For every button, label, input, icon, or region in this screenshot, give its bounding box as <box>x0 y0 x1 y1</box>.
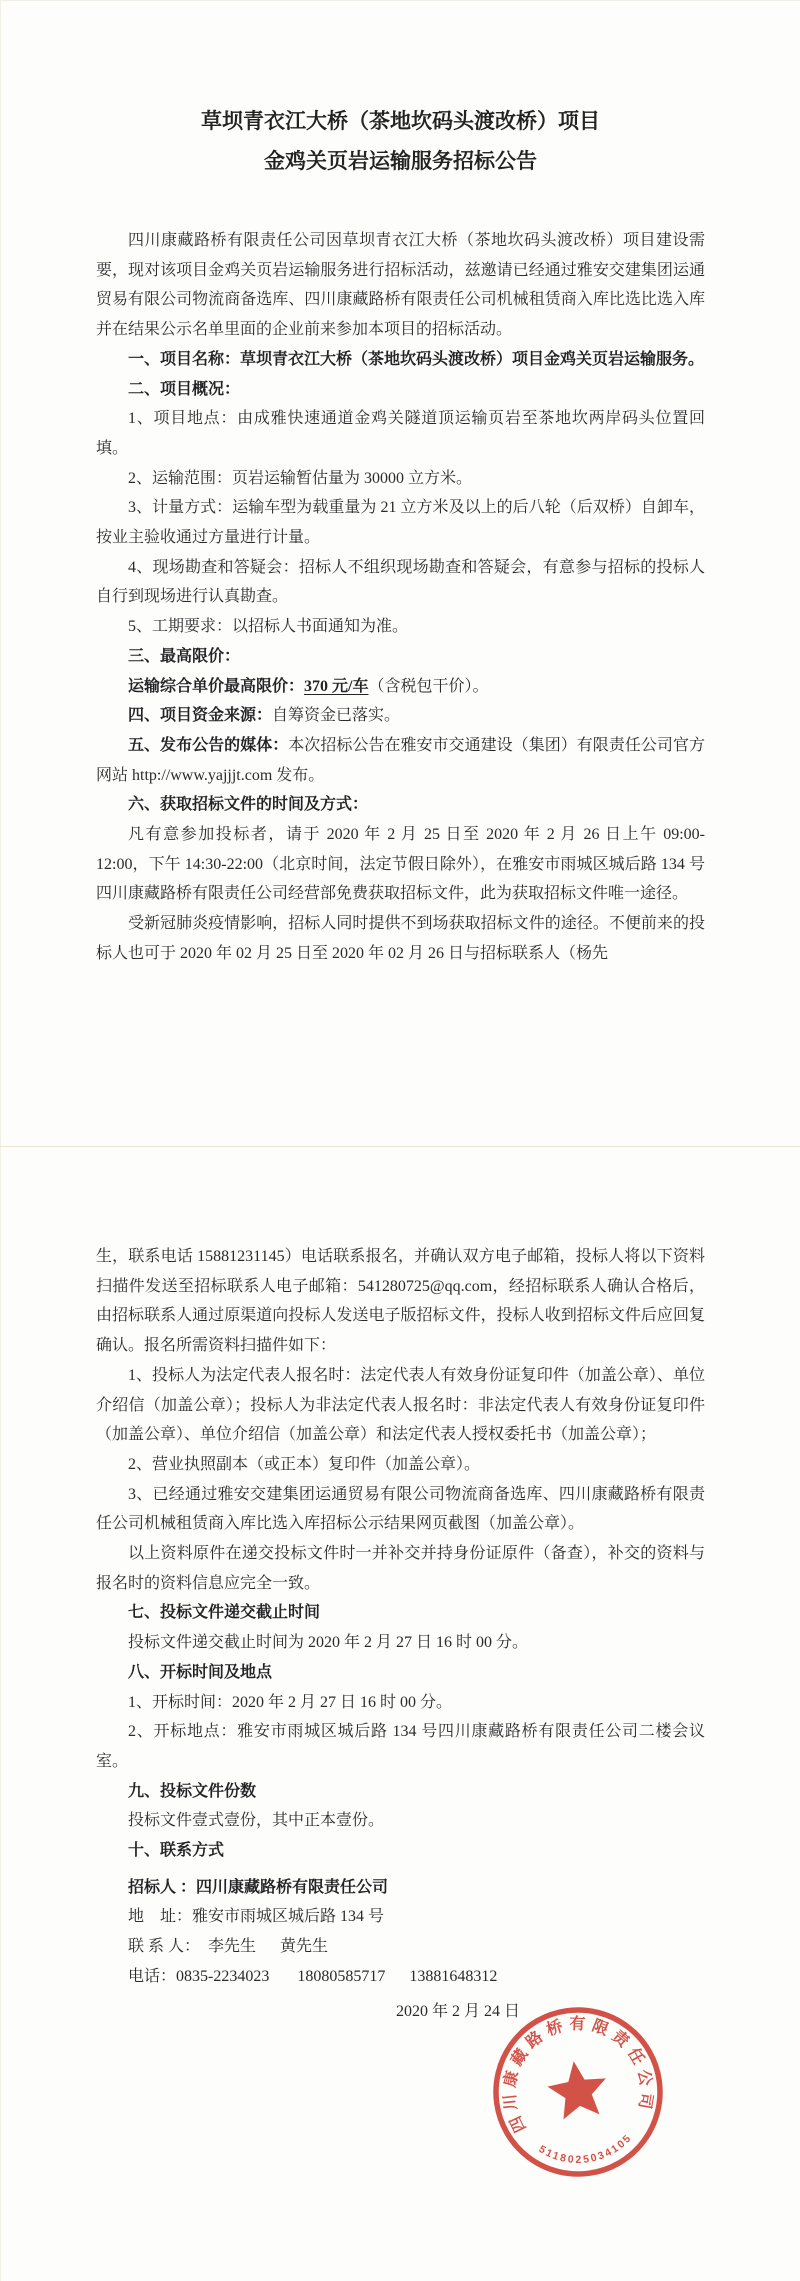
section-8-item-1: 1、开标时间：2020 年 2 月 27 日 16 时 00 分。 <box>128 1693 453 1711</box>
doc-title-line2: 金鸡关页岩运输服务招标公告 <box>264 149 537 173</box>
page-2 <box>0 1147 800 2281</box>
section-4-line <box>96 701 705 731</box>
bidder-line: 招标人 ：四川康藏路桥有限责任公司 <box>128 1878 389 1896</box>
section-2-item-3: 3、计量方式：运输车型为载重量为 21 立方米及以上的后八轮（后双桥）自卸车，按业主验收通过方量进行计量。 <box>96 499 705 547</box>
registration-note: 以上资料原件在递交投标文件时一并补交并持身份证原件（备查），补交的资料与报名时的资料信息应完全一致。 <box>96 1545 705 1592</box>
registration-item-1: 1、投标人为法定代表人报名时：法定代表人有效身份证复印件（加盖公章）、单位介绍信（加盖公章）；投标人为非法定代表人报名时：非法定代表人有效身份证复印件（加盖公章）、单位介绍信（加盖公章）和法定代表人授权委托书（加盖公章）； <box>96 1366 705 1444</box>
section-9-heading: 九、投标文件份数 <box>128 1782 257 1800</box>
section-4-text: 自筹资金已落实。 <box>272 707 401 725</box>
section-5-heading: 五、发布公告的媒体： <box>128 736 289 754</box>
section-5-line <box>96 731 705 790</box>
section-8-item-2: 2、开标地点：雅安市雨城区城后路 134 号四川康藏路桥有限责任公司二楼会议室。 <box>96 1723 705 1770</box>
section-8-heading: 八、开标时间及地点 <box>128 1663 273 1681</box>
section-6-paragraph-1: 凡有意参加投标者，请于 2020 年 2 月 25 日至 2020 年 2 月 26 日上午 09:00-12:00，下午 14:30-22:00（北京时间，法定节假日除外），在雅安市雨城区城后路 134 号四川康藏路桥有限责任公司经营部免费获取招标文件，此为获取招标文件唯一途径。 <box>96 826 705 903</box>
contact-block <box>96 1873 705 2027</box>
price-value: 370 元/车 <box>304 677 369 695</box>
price-suffix: （含税包干价）。 <box>368 677 489 695</box>
registration-item-3: 3、已经通过雅安交建集团运通贸易有限公司物流商备选库、四川康藏路桥有限责任公司机械租赁商入库比选入库招标公示结果网页截图（加盖公章）。 <box>96 1485 705 1533</box>
section-2-item-4: 4、现场勘查和答疑会：招标人不组织现场勘查和答疑会，有意参与招标的投标人自行到现场进行认真勘查。 <box>96 558 705 606</box>
section-2-item-5: 5、工期要求：以招标人书面通知为准。 <box>128 618 409 636</box>
seal-company-text: 四川康藏路桥有限责任公司 <box>501 2015 655 2135</box>
section-6-paragraph-2: 受新冠肺炎疫情影响，招标人同时提供不到场获取招标文件的途径。不便前来的投标人也可于 2020 年 02 月 25 日至 2020 年 02 月 26 日与招标联系人（杨先 <box>96 915 705 962</box>
section-3-price-line <box>96 672 705 702</box>
price-label: 运输综合单价最高限价： <box>128 677 305 695</box>
section-1-project-name: 一、项目名称：草坝青衣江大桥（茶地坎码头渡改桥）项目金鸡关页岩运输服务。 <box>128 350 705 368</box>
phones-line: 电话：0835-2234023 18080585717 13881648312 <box>128 1967 498 1985</box>
section-7-heading: 七、投标文件递交截止时间 <box>128 1604 321 1622</box>
intro-paragraph: 四川康藏路桥有限责任公司因草坝青衣江大桥（茶地坎码头渡改桥）项目建设需要，现对该项目金鸡关页岩运输服务进行招标活动，兹邀请已经通过雅安交建集团运通贸易有限公司物流商备选库、四川康藏路桥有限责任公司机械租赁商入库比选比选入库并在结果公示名单里面的企业前来参加本项目的招标活动。 <box>96 232 705 339</box>
address-line: 地 址：雅安市雨城区城后路 134 号 <box>128 1908 385 1926</box>
section-4-heading: 四、项目资金来源： <box>128 707 273 725</box>
section-3-heading: 三、最高限价： <box>128 647 241 665</box>
section-9-text: 投标文件壹式壹份，其中正本壹份。 <box>128 1812 385 1830</box>
contacts-line: 联 系 人： 李先生 黄先生 <box>128 1938 329 1956</box>
seal-number: 5118025034105 <box>536 2131 635 2167</box>
section-2-item-2: 2、运输范围：页岩运输暂估量为 30000 立方米。 <box>128 469 473 487</box>
section-2-item-1: 1、项目地点：由成雅快速通道金鸡关隧道顶运输页岩至茶地坎两岸码头位置回填。 <box>96 410 705 457</box>
section-2-heading: 二、项目概况： <box>128 380 241 398</box>
section-6-heading: 六、获取招标文件的时间及方式： <box>128 796 369 814</box>
section-5-text: 本次招标公告在雅安市交通建设（集团）有限责任公司官方网站 http://www.yajjjt.com 发布。 <box>96 736 705 784</box>
section-7-text: 投标文件递交截止时间为 2020 年 2 月 27 日 16 时 00 分。 <box>128 1634 529 1652</box>
doc-title <box>96 101 705 181</box>
section-6-paragraph-2-continued: 生，联系电话 15881231145）电话联系报名，并确认双方电子邮箱，投标人将以下资料扫描件发送至招标联系人电子邮箱：541280725@qq.com，经招标联系人确认合格后，由招标联系人通过原渠道向投标人发送电子版招标文件，投标人收到招标文件后应回复确认。报名所需资料扫描件如下： <box>96 1248 705 1355</box>
registration-item-2: 2、营业执照副本（或正本）复印件（加盖公章）。 <box>128 1455 481 1473</box>
section-10-heading: 十、联系方式 <box>128 1842 225 1860</box>
doc-title-line1: 草坝青衣江大桥（茶地坎码头渡改桥）项目 <box>201 109 600 133</box>
date-line: 2020 年 2 月 24 日 <box>396 2002 521 2020</box>
